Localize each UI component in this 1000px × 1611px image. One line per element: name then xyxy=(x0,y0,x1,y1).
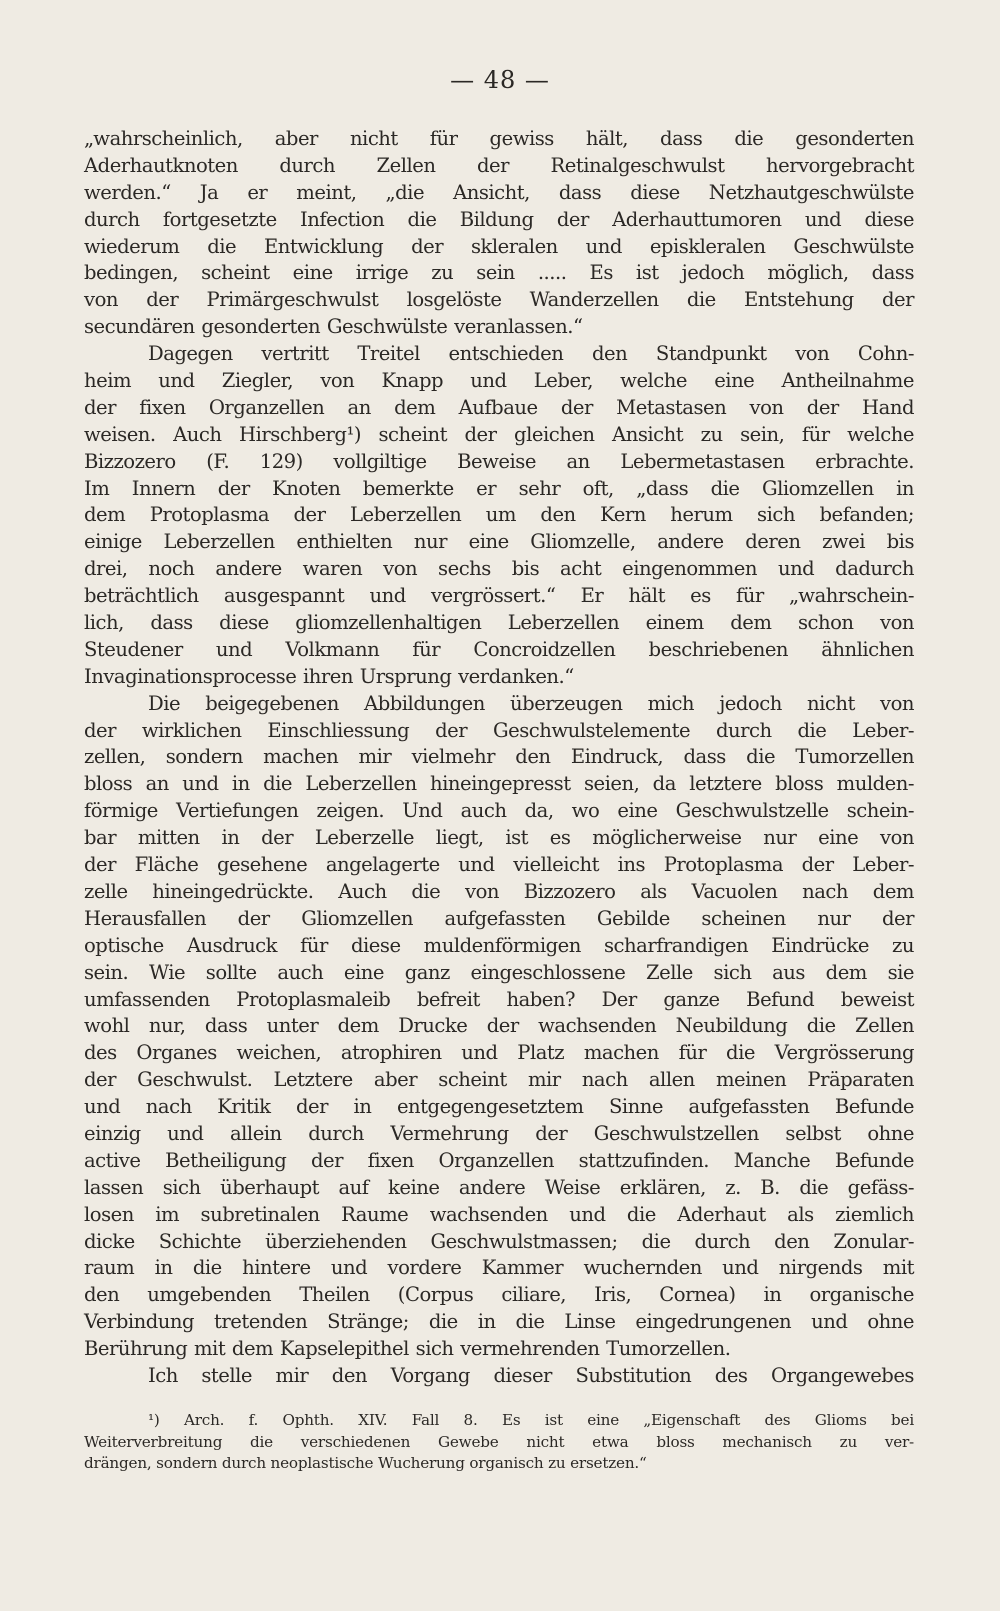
page-number: — 48 — xyxy=(450,66,550,94)
text-line: Im Innern der Knoten bemerkte er sehr oft, „dass die Gliomzellen in xyxy=(84,476,914,500)
text-line: den umgebenden Theilen (Corpus ciliare, Iris, Cornea) in organische xyxy=(84,1283,914,1307)
text-line: heim und Ziegler, von Knapp und Leber, welche eine Antheilnahme xyxy=(84,369,914,393)
text-line: lich, dass diese gliomzellenhaltigen Leberzellen einem dem schon von xyxy=(84,611,914,635)
text-line: wiederum die Entwicklung der skleralen und episkleralen Geschwülste xyxy=(84,234,914,258)
text-line: einzig und allein durch Vermehrung der Geschwulstzellen selbst ohne xyxy=(84,1121,914,1145)
text-line: Herausfallen der Gliomzellen aufgefassten Gebilde scheinen nur der xyxy=(84,906,914,930)
text-line: zellen, sondern machen mir vielmehr den Eindruck, dass die Tumorzellen xyxy=(84,745,914,769)
text-line: Invaginationsprocesse ihren Ursprung verdanken.“ xyxy=(84,664,574,688)
text-line: „wahrscheinlich, aber nicht für gewiss hält, dass die gesonderten xyxy=(84,127,914,150)
text-line: Aderhautknoten durch Zellen der Retinalgeschwulst hervorgebracht xyxy=(84,153,914,177)
text-line: Steudener und Volkmann für Concroidzellen beschriebenen ähnlichen xyxy=(84,637,914,661)
footnotes xyxy=(84,1410,914,1475)
text-line: werden.“ Ja er meint, „die Ansicht, dass diese Netzhautgeschwülste xyxy=(84,180,914,204)
text-line: durch fortgesetzte Infection die Bildung der Aderhauttumoren und diese xyxy=(84,207,914,231)
text-line: zelle hineingedrückte. Auch die von Bizzozero als Vacuolen nach dem xyxy=(84,879,914,903)
text-line: einige Leberzellen enthielten nur eine Gliomzelle, andere deren zwei bis xyxy=(84,530,914,554)
footnote-line: Weiterverbreitung die verschiedenen Gewebe nicht etwa bloss mechanisch zu ver- xyxy=(84,1432,914,1451)
text-line: secundären gesonderten Geschwülste veranlassen.“ xyxy=(84,315,583,339)
text-line: lassen sich überhaupt auf keine andere Weise erklären, z. B. die gefäss- xyxy=(84,1175,914,1199)
text-line: der Geschwulst. Letztere aber scheint mir nach allen meinen Präparaten xyxy=(84,1068,914,1092)
text-line: raum in die hintere und vordere Kammer wuchernden und nirgends mit xyxy=(84,1256,914,1280)
text-line: losen im subretinalen Raume wachsenden und die Aderhaut als ziemlich xyxy=(84,1202,914,1226)
text-line: der Fläche gesehene angelagerte und vielleicht ins Protoplasma der Leber- xyxy=(84,853,914,877)
text-line: Bizzozero (F. 129) vollgiltige Beweise an Lebermetastasen erbrachte. xyxy=(84,449,914,473)
text-line: wohl nur, dass unter dem Drucke der wachsenden Neubildung die Zellen xyxy=(84,1014,914,1038)
text-line: von der Primärgeschwulst losgelöste Wanderzellen die Entstehung der xyxy=(84,288,914,312)
text-line: bedingen, scheint eine irrige zu sein ..... Es ist jedoch möglich, dass xyxy=(84,261,914,285)
text-line: förmige Vertiefungen zeigen. Und auch da, wo eine Geschwulstzelle schein- xyxy=(84,799,914,823)
text-line: Ich stelle mir den Vorgang dieser Substitution des Organgewebes xyxy=(148,1363,914,1387)
text-line: dicke Schichte überziehenden Geschwulstmassen; die durch den Zonular- xyxy=(84,1229,914,1253)
text-line: umfassenden Protoplasmaleib befreit haben? Der ganze Befund beweist xyxy=(84,987,914,1011)
text-line: Die beigegebenen Abbildungen überzeugen mich jedoch nicht von xyxy=(148,691,914,715)
text-line: drei, noch andere waren von sechs bis acht eingenommen und dadurch xyxy=(84,557,914,581)
text-line: bar mitten in der Leberzelle liegt, ist es möglicherweise nur eine von xyxy=(84,826,914,850)
text-line: dem Protoplasma der Leberzellen um den Kern herum sich befanden; xyxy=(84,503,914,527)
text-line: beträchtlich ausgespannt und vergrössert.“ Er hält es für „wahrschein- xyxy=(84,584,914,608)
text-line: und nach Kritik der in entgegengesetztem Sinne aufgefassten Befunde xyxy=(84,1095,914,1119)
text-line: bloss an und in die Leberzellen hineingepresst seien, da letztere bloss mulden- xyxy=(84,772,914,796)
text-line: des Organes weichen, atrophiren und Platz machen für die Vergrösserung xyxy=(84,1041,914,1065)
text-line: optische Ausdruck für diese muldenförmigen scharfrandigen Eindrücke zu xyxy=(84,933,914,957)
body-text xyxy=(84,126,914,1390)
text-line: active Betheiligung der fixen Organzellen stattzufinden. Manche Befunde xyxy=(84,1148,914,1172)
text-line: Verbindung tretenden Stränge; die in die Linse eingedrungenen und ohne xyxy=(84,1310,914,1334)
footnote-line: ¹) Arch. f. Ophth. XIV. Fall 8. Es ist eine „Eigenschaft des Glioms bei xyxy=(148,1411,914,1429)
text-line: weisen. Auch Hirschberg¹) scheint der gleichen Ansicht zu sein, für welche xyxy=(84,422,914,446)
text-line: der fixen Organzellen an dem Aufbaue der Metastasen von der Hand xyxy=(84,395,914,419)
footnote-line: drängen, sondern durch neoplastische Wucherung organisch zu ersetzen.“ xyxy=(84,1454,647,1472)
text-line: der wirklichen Einschliessung der Geschwulstelemente durch die Leber- xyxy=(84,718,914,742)
text-line: Berührung mit dem Kapselepithel sich vermehrenden Tumorzellen. xyxy=(84,1337,731,1361)
text-line: sein. Wie sollte auch eine ganz eingeschlossene Zelle sich aus dem sie xyxy=(84,960,914,984)
text-line: Dagegen vertritt Treitel entschieden den Standpunkt von Cohn- xyxy=(148,342,914,366)
